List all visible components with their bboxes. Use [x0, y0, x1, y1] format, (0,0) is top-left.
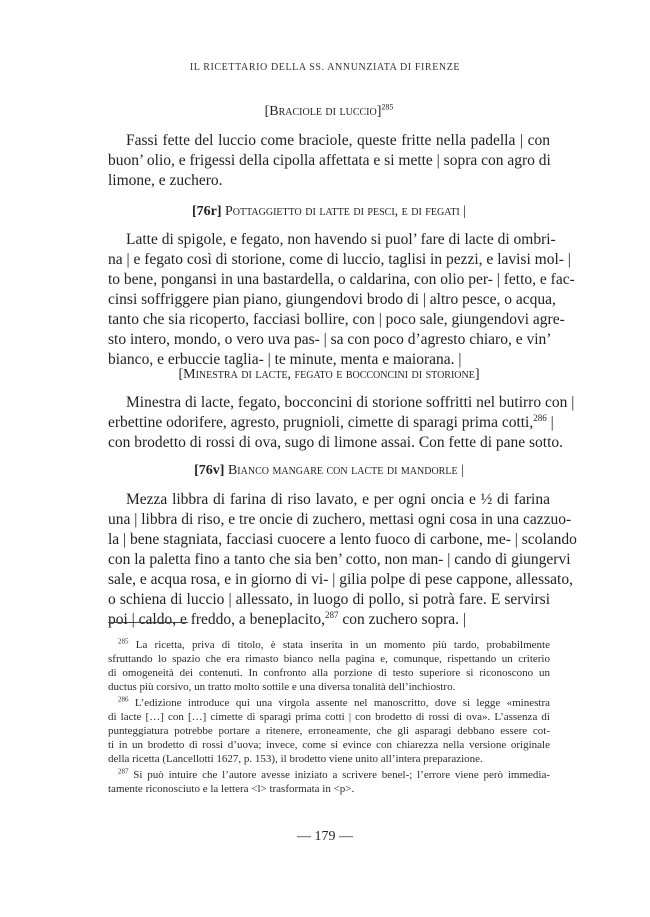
- footnote-286: [108, 696, 550, 766]
- footnote-ref-285: 285: [381, 102, 394, 112]
- text-line: tanto che sia ricoperto, facciasi bollire, con | poco sale, giungendovi agre-: [108, 311, 565, 328]
- footnote-287: [108, 768, 550, 796]
- footnote-number: 287: [118, 767, 129, 776]
- text-line: to bene, pongansi in una bastardella, o caldarina, con olio per- | fetto, e fac-: [108, 271, 575, 288]
- text-line: Fassi fette del luccio come braciole, queste fritte nella padella | con: [126, 132, 550, 149]
- folio-reference: [76v]: [194, 463, 225, 478]
- recipe-paragraph: [108, 393, 575, 453]
- section-title-text: Bianco mangare con lacte di mandorle |: [227, 463, 464, 478]
- footnote-ref-286: 286: [533, 412, 547, 423]
- footnote-number: 285: [118, 637, 129, 646]
- footnote-text: Si può intuire che l’autore avesse iniziato a scrivere benel-; l’errore viene però immedia-: [128, 769, 550, 781]
- text-line: limone, e zuchero.: [108, 172, 223, 189]
- text-line: sto intero, mondo, o vero uva pas- | sa con poco d’agresto chiaro, e vin’: [108, 331, 552, 348]
- text-line: Latte di spigole, e fegato, non havendo si puol’ fare di lacte di ombri-: [126, 231, 556, 248]
- recipe-paragraph: [108, 490, 577, 630]
- footnote-line: ti in un brodetto di rossi d’uova; invece, come si evince con chiarezza nella versione originale: [108, 739, 550, 751]
- footnote-line: di lacte […] con […] cimette di sparagi prima cotti | con brodetto di rossi di ova». L’assenza di: [108, 711, 550, 723]
- text-line: Minestra di lacte, fegato, bocconcini di storione soffritti nel butirro con |: [126, 394, 575, 411]
- section-title-bianco-mangare: [108, 462, 550, 480]
- page-number: — 179 —: [297, 829, 353, 844]
- text-line: buon’ olio, e frigessi della cipolla affettata e si mette | sopra con agro di: [108, 152, 551, 169]
- text-line: con brodetto di rossi di ova, sugo di limone assai. Con fette di pane sotto.: [108, 434, 564, 451]
- text-line: con la paletta fino a tanto che sia ben’ cotto, non man- | cando di giungervi: [108, 551, 571, 568]
- footnote-text: La ricetta, priva di titolo, è stata inserita in un momento più tardo, probabilmente: [128, 639, 550, 651]
- footnote-line: sfruttando lo spazio che era rimasto bianco nella pagina e, comunque, rispettando un criterio: [108, 653, 550, 665]
- text-line: sale, e acqua rosa, e in giorno di vi- | gilia polpe di pese cappone, allessato,: [108, 571, 573, 588]
- text-line: na | e fegato così di storione, come di luccio, taglisi in pezzi, e lavisi mol- |: [108, 251, 571, 268]
- footnote-number: 286: [118, 695, 129, 704]
- section-title-pottaggietto: [108, 203, 550, 221]
- title-bracket-open: [: [264, 104, 270, 119]
- footnote-line: tamente riconosciuto e la lettera <l> trasformata in <p>.: [108, 783, 355, 795]
- footnotes: [108, 638, 550, 798]
- section-title-text: [Minestra di lacte, fegato e bocconcini di storione]: [178, 367, 480, 382]
- footnote-line: [108, 638, 550, 652]
- footnote-separator: [108, 622, 188, 623]
- recipe-braciole: [108, 131, 550, 191]
- text-segment: erbettine odorifere, agresto, prugnioli, cimette di sparagi prima cotti,: [108, 414, 534, 431]
- recipe-pottaggietto: [108, 230, 575, 370]
- recipe-minestra: [108, 393, 575, 453]
- text-segment: poi | caldo, e freddo, a beneplacito,: [108, 611, 325, 628]
- section-title-braciole: [108, 103, 550, 121]
- text-line: la | bene stagniata, facciasi cuocere a lento fuoco di carbone, me- | scolando: [108, 531, 577, 548]
- text-line-with-note: [108, 610, 550, 630]
- footnote-285: [108, 638, 550, 694]
- footnote-line: [108, 768, 550, 782]
- text-line: bianco, e erbuccie taglia- | te minute, menta e maiorana. |: [108, 351, 462, 368]
- recipe-paragraph: [108, 230, 575, 370]
- footnote-line: della ricetta (Lancellotti 1627, p. 153), il brodetto viene unito all’intera preparazione.: [108, 753, 483, 765]
- footnote-ref-287: 287: [325, 609, 339, 620]
- section-title-text: Pottaggietto di latte di pesci, e di fegati |: [224, 204, 467, 219]
- recipe-paragraph: [108, 131, 550, 191]
- footnote-line: di omogeneità dei contenuti. In confronto alla porzione di testo superiore si riconoscono un: [108, 667, 550, 679]
- title-bracket-close: ]: [376, 104, 382, 119]
- section-title-text: Braciole di luccio: [269, 104, 377, 119]
- text-segment: |: [546, 414, 554, 431]
- text-segment: con zuchero sopra. |: [338, 611, 466, 628]
- footnote-line: [108, 696, 550, 710]
- text-line: Mezza libbra di farina di riso lavato, e per ogni oncia e ½ di farina: [126, 491, 550, 508]
- text-line: cinsi soffriggere pian piano, giungendovi brodo di | altro pesce, o acqua,: [108, 291, 556, 308]
- text-line: o schiena di luccio | allessato, in luogo di pollo, si potrà fare. E servirsi: [108, 591, 550, 608]
- recipe-bianco-mangare: [108, 490, 577, 630]
- folio-reference: [76r]: [191, 204, 222, 219]
- text-line-with-note: [108, 412, 554, 433]
- text-line: una | libbra di riso, e tre oncie di zuchero, mettasi ogni cosa in una cazzuo-: [108, 511, 572, 528]
- footnote-line: ductus più corsivo, un tratto molto sottile e una diversa tonalità dell’inchiostro.: [108, 681, 456, 693]
- section-title-minestra: [108, 366, 550, 384]
- footnote-text: L’edizione introduce qui una virgola assente nel manoscritto, dove si legge «minestra: [128, 697, 550, 709]
- footnote-line: punteggiatura potrebbe portare a ritenere, erroneamente, che gli asparagi debbano essere cot-: [108, 725, 550, 737]
- running-head: IL RICETTARIO DELLA SS. ANNUNZIATA DI FIRENZE: [189, 62, 461, 73]
